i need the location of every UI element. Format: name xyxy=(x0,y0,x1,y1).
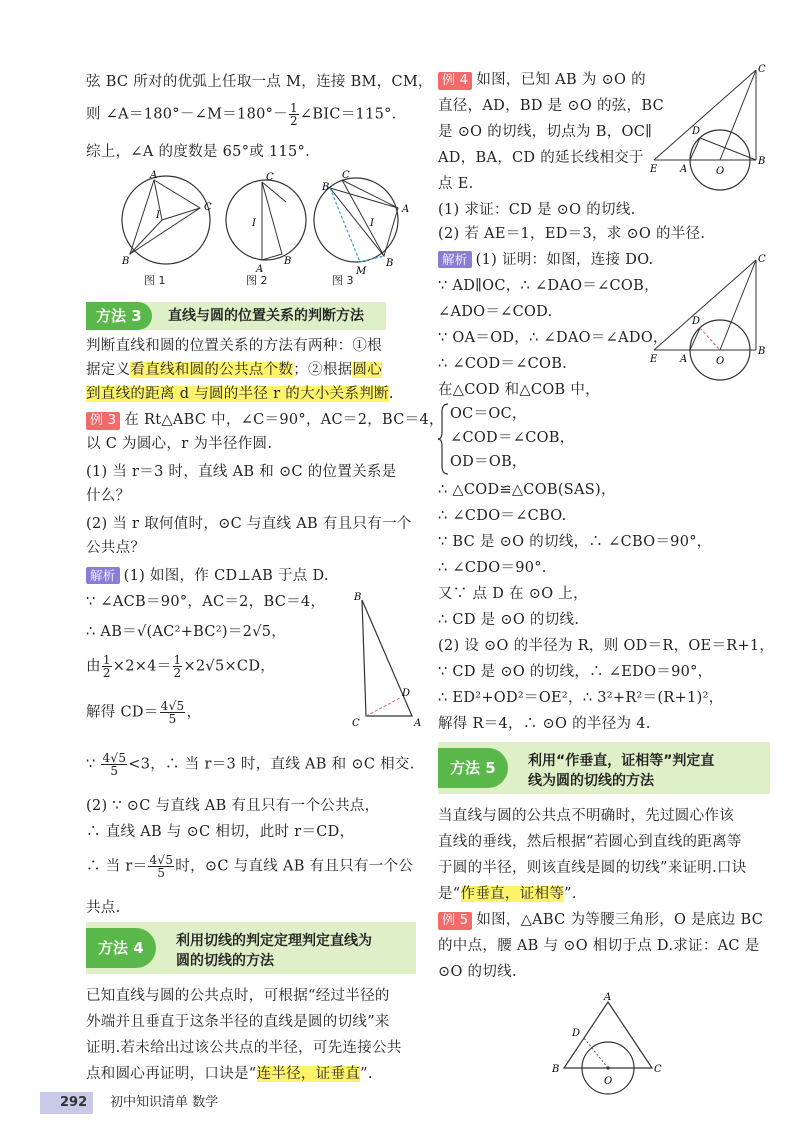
svg-text:E: E xyxy=(650,354,658,365)
text-line: 解得 CD＝ $\frac{4√5}{5}$ ， xyxy=(86,699,202,726)
method-badge: 方法 4 xyxy=(86,928,156,968)
text-line: 证明.若未给出过该公共点的半径，可先连接公共 xyxy=(86,1040,402,1056)
svg-text:C: C xyxy=(342,170,350,181)
text-line: 例 4 如图，已知 AB 为 ⊙O 的 xyxy=(438,70,646,90)
figure-caption: 图 2 xyxy=(246,274,268,287)
svg-text:D: D xyxy=(572,1028,581,1039)
text-line: (2) 若 AE＝1，ED＝3，求 ⊙O 的半径. xyxy=(438,226,706,242)
svg-text:C: C xyxy=(654,1064,662,1075)
svg-text:O: O xyxy=(604,1076,613,1087)
text-line: 到直线的距离 d 与圆的半径 r 的大小关系判断. xyxy=(86,386,394,402)
method-title: 利用“作垂直，证相等”判定直 xyxy=(528,753,715,769)
svg-text:C: C xyxy=(758,64,766,75)
text-line: ∴ △COD≌△COB(SAS)， xyxy=(438,482,616,498)
text-line: ∴ CD 是 ⊙O 的切线. xyxy=(438,612,580,628)
svg-text:E: E xyxy=(650,164,658,175)
text-line: 在△COD 和△COB 中， xyxy=(438,382,600,398)
text-line: 已知直线与圆的公共点时，可根据“经过半径的 xyxy=(86,988,390,1004)
text-line: AD，BA，CD 的延长线相交于 xyxy=(438,150,644,166)
svg-text:I: I xyxy=(156,210,160,221)
svg-text:B: B xyxy=(386,258,394,269)
fig2-triangle xyxy=(262,182,282,260)
method-title: 线为圆的切线的方法 xyxy=(528,773,654,789)
text-line: 共点. xyxy=(86,900,121,916)
book-title: 初中知识清单 数学 xyxy=(110,1095,219,1110)
text-line: 据定义看直线和圆的公共点个数；②根据圆心 xyxy=(86,362,383,378)
svg-text:A: A xyxy=(256,264,264,275)
text-line: 直径，AD，BD 是 ⊙O 的弦，BC xyxy=(438,98,664,114)
svg-text:C: C xyxy=(758,254,766,265)
isosceles-figure xyxy=(548,992,678,1102)
svg-text:B: B xyxy=(122,256,130,267)
method-badge: 方法 3 xyxy=(86,302,152,330)
svg-text:C: C xyxy=(204,202,212,213)
text-line: 是“作垂直，证相等”. xyxy=(438,886,577,902)
svg-text:D: D xyxy=(692,126,701,137)
text-line: 解得 R＝4，∴ ⊙O 的半径为 4. xyxy=(438,716,651,732)
svg-text:A: A xyxy=(604,992,612,1003)
text-line: 由 $\frac{1}{2}$ ×2×4＝ $\frac{1}{2}$ ×2√5×CD， xyxy=(86,653,276,680)
svg-text:O: O xyxy=(716,356,725,367)
text-line: 判断直线和圆的位置关系的方法有两种：①根 xyxy=(86,338,382,354)
text-line: 又∵ 点 D 在 ⊙O 上， xyxy=(438,586,588,602)
text-line: 于圆的半径，则该直线是圆的切线”来证明.口诀 xyxy=(438,860,747,876)
text-line: ∵ CD 是 ⊙O 的切线，∴ ∠EDO＝90°， xyxy=(438,664,713,680)
brace-icon xyxy=(438,402,450,476)
text-line: (1) 求证：CD 是 ⊙O 的切线. xyxy=(438,202,636,218)
text-line: ∵ ∠ACB＝90°，AC＝2，BC＝4， xyxy=(86,594,326,610)
text-line: ∵ OA＝OD，∴ ∠DAO＝∠ADO， xyxy=(438,330,668,346)
svg-text:B: B xyxy=(322,182,330,193)
svg-text:A: A xyxy=(402,204,410,215)
text-line: ∵ BC 是 ⊙O 的切线，∴ ∠CBO＝90°， xyxy=(438,534,712,550)
text-line: (2) ∵ ⊙C 与直线 AB 有且只有一个公共点， xyxy=(86,798,380,814)
svg-text:A: A xyxy=(680,164,688,175)
text-line: 例 3 在 Rt△ABC 中，∠C＝90°，AC＝2，BC＝4， xyxy=(86,410,444,430)
text-line: ∵ AD∥OC，∴ ∠DAO＝∠COB， xyxy=(438,278,659,294)
method-title: 直线与圆的位置关系的判断方法 xyxy=(168,308,364,324)
text-line: 的中点，腰 AB 与 ⊙O 相切于点 D.求证：AC 是 xyxy=(438,938,760,954)
tangent-figure-2 xyxy=(650,252,770,382)
svg-text:B: B xyxy=(284,256,292,267)
text-line: ∴ ED²+OD²＝OE²，∴ 3²+R²＝(R+1)²， xyxy=(438,690,724,706)
svg-text:O: O xyxy=(716,166,725,177)
method-title: 圆的切线的方法 xyxy=(176,953,274,969)
figure-caption: 图 3 xyxy=(332,274,354,287)
svg-text:M: M xyxy=(356,266,367,277)
method-title: 利用切线的判定定理判定直线为 xyxy=(176,933,372,949)
text-line: 例 5 如图，△ABC 为等腰三角形，O 是底边 BC xyxy=(438,910,763,930)
tangent-figure xyxy=(650,62,770,192)
svg-text:B: B xyxy=(758,346,766,357)
text-line: 则 ∠A＝180°－∠M＝180°－ $\frac{1}{2}$ ∠BIC＝115°. xyxy=(86,101,397,128)
text-line: ∵ $\frac{4√5}{5}$ <3，∴ 当 r＝3 时，直线 AB 和 ⊙C 相交. xyxy=(86,751,415,778)
text-line: 点和圆心再证明，口诀是“连半径，证垂直”. xyxy=(86,1066,373,1082)
svg-text:D: D xyxy=(692,316,701,327)
svg-text:B: B xyxy=(552,1064,560,1075)
text-line: ∴ ∠CDO＝90°. xyxy=(438,560,547,576)
example-tag: 例 4 xyxy=(438,72,472,90)
text-line: ∴ ∠CDO＝∠CBO. xyxy=(438,508,567,524)
text-line: 是 ⊙O 的切线，切点为 B，OC∥ xyxy=(438,124,653,140)
text-line: ∴ ∠COD＝∠COB. xyxy=(438,356,568,372)
text-line: 弦 BC 所对的优弧上任取一点 M，连接 BM，CM， xyxy=(86,74,433,90)
svg-text:A: A xyxy=(150,170,158,181)
solution-tag: 解析 xyxy=(438,251,472,268)
text-line: ∠COD＝∠COB， xyxy=(450,430,575,446)
svg-text:B: B xyxy=(758,156,766,167)
text-line: ⊙O 的切线. xyxy=(438,964,517,980)
text-line: ∴ 当 r＝ $\frac{4√5}{5}$ 时，⊙C 与直线 AB 有且只有一个公 xyxy=(86,853,414,880)
text-line: 当直线与圆的公共点不明确时，先过圆心作该 xyxy=(438,808,734,824)
svg-text:C: C xyxy=(352,718,360,729)
svg-text:A: A xyxy=(680,354,688,365)
example-tag: 例 3 xyxy=(86,412,120,430)
method4-header xyxy=(86,922,416,974)
text-line: 解析 (1) 证明：如图，连接 DO. xyxy=(438,250,653,270)
text-line: 以 C 为圆心，r 为半径作圆. xyxy=(86,436,273,452)
triangle-figure xyxy=(348,590,428,730)
text-line: ∴ 直线 AB 与 ⊙C 相切，此时 r＝CD， xyxy=(86,824,355,840)
method5-header xyxy=(438,742,770,794)
text-line: 什么？ xyxy=(86,488,131,504)
text-line: 直线的垂线，然后根据“若圆心到直线的距离等 xyxy=(438,834,742,850)
svg-text:C: C xyxy=(266,172,274,183)
page-number: 292 xyxy=(40,1092,93,1114)
text-line: OD＝OB， xyxy=(450,454,527,470)
solution-tag: 解析 xyxy=(86,567,120,584)
text-line: (2) 设 ⊙O 的半径为 R，则 OD＝R，OE＝R+1， xyxy=(438,638,775,654)
text-line: ∴ AB＝√(AC²+BC²)＝2√5， xyxy=(86,624,287,640)
text-line: 综上，∠A 的度数是 65°或 115°. xyxy=(86,144,310,160)
circle-figures xyxy=(116,170,410,280)
text-line: 外端并且垂直于这条半径的直线是圆的切线”来 xyxy=(86,1014,390,1030)
example-tag: 例 5 xyxy=(438,912,472,930)
text-line: OC＝OC， xyxy=(450,406,527,422)
svg-text:I: I xyxy=(370,218,374,229)
page-footer xyxy=(40,1092,370,1114)
text-line: ∠ADO＝∠COD. xyxy=(438,304,553,320)
svg-text:I: I xyxy=(252,218,256,229)
svg-text:B: B xyxy=(354,592,362,603)
fig2-circle xyxy=(226,180,306,260)
svg-text:A: A xyxy=(414,718,422,729)
text-line: 公共点？ xyxy=(86,540,146,556)
method3-header xyxy=(86,302,386,330)
svg-text:D: D xyxy=(402,688,411,699)
text-line: 点 E. xyxy=(438,176,474,192)
text-line: (2) 当 r 取何值时，⊙C 与直线 AB 有且只有一个 xyxy=(86,516,412,532)
text-line: (1) 当 r＝3 时，直线 AB 和 ⊙C 的位置关系是 xyxy=(86,464,397,480)
figure-caption: 图 1 xyxy=(144,274,166,287)
text-line: 解析 (1) 如图，作 CD⊥AB 于点 D. xyxy=(86,566,329,586)
method-badge: 方法 5 xyxy=(438,748,508,788)
